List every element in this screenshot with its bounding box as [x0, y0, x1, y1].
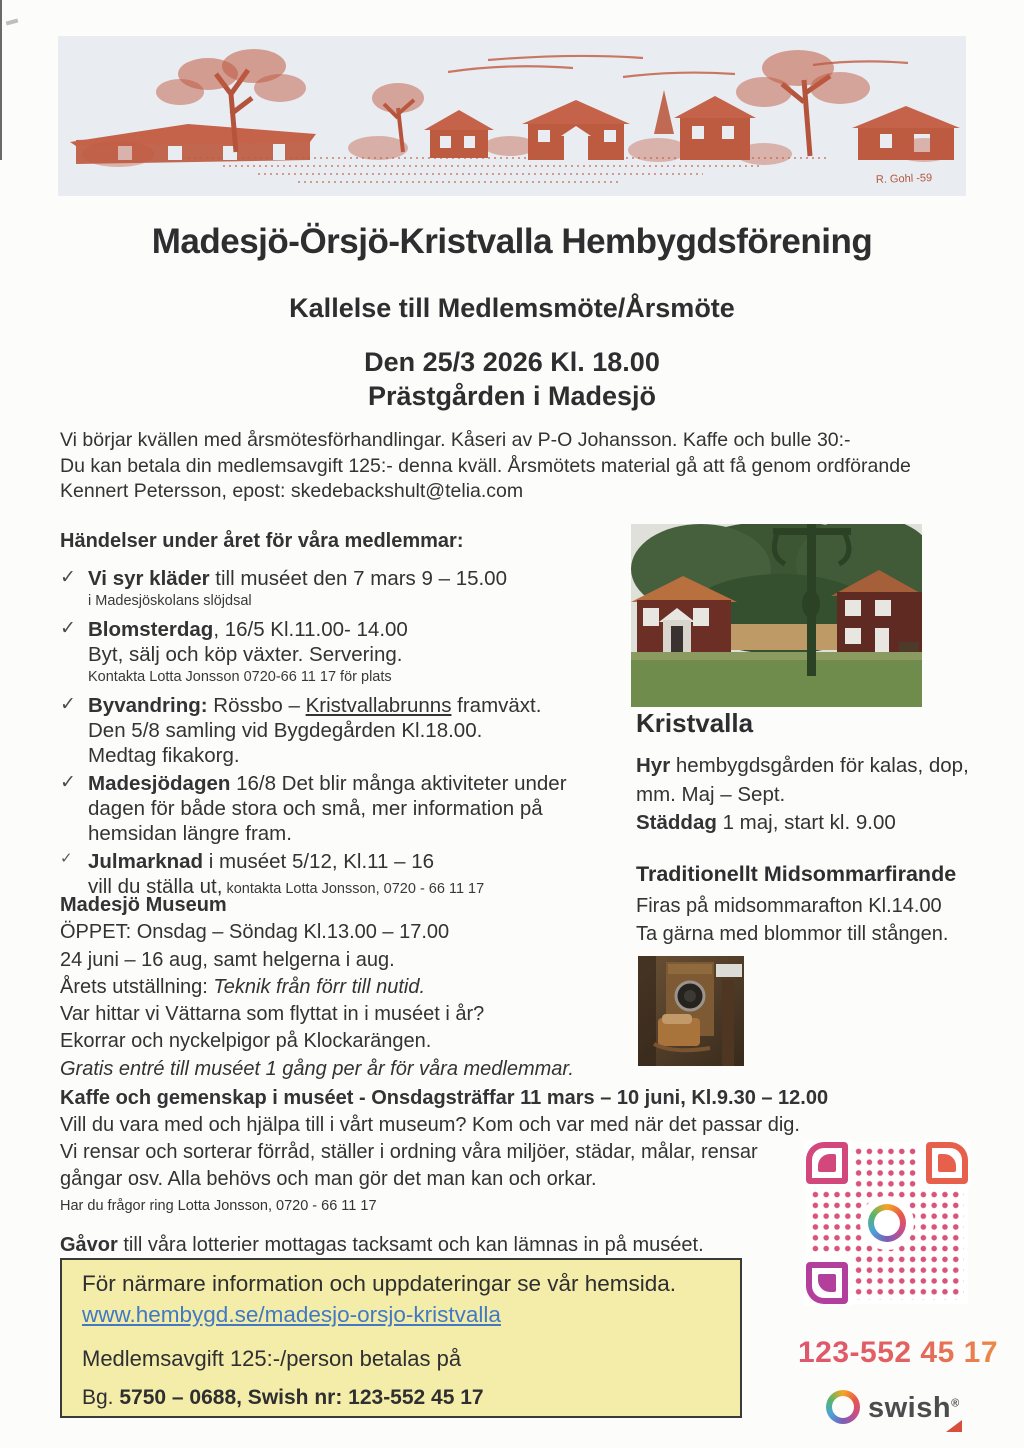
- gifts-bold: Gåvor: [60, 1234, 118, 1256]
- intro-paragraph: [60, 428, 975, 505]
- event-subtext: i Madesjöskolans slöjdsal: [88, 593, 252, 609]
- event-text: Rössbo –: [207, 694, 306, 717]
- list-item: [60, 566, 612, 614]
- maypole-photo-graphic: [631, 524, 922, 707]
- coffee-line-1: Vill du vara med och hjälpa till i vårt museum? Kom och var med när det passar dig.: [60, 1114, 800, 1136]
- red-triangle-mark: [946, 1420, 962, 1432]
- museum-section: [60, 892, 620, 1083]
- list-item: [60, 771, 612, 846]
- info-box: [60, 1258, 742, 1418]
- kristvalla-section: [636, 752, 976, 838]
- kristvalla-hyr-line: [636, 752, 976, 781]
- artist-signature: R. Gohl -59: [875, 172, 933, 186]
- qr-corner-marker-bottom-left: [806, 1262, 848, 1304]
- scan-edge-artifact: [0, 0, 2, 160]
- museum-vattarna-line: Var hittar vi Vättarna som flyttat in i muséet i år?: [60, 1003, 485, 1026]
- midsommar-line-1: Firas på midsommarafton Kl.14.00: [636, 895, 942, 917]
- swish-number: 123-552 45 17: [798, 1336, 999, 1369]
- list-item: [60, 617, 612, 690]
- membership-fee-line: Medlemsavgift 125:-/person betalas på: [82, 1346, 462, 1371]
- staddag-bold: Städdag: [636, 811, 717, 834]
- village-drawing: [58, 36, 966, 196]
- staddag-text: 1 maj, start kl. 9.00: [716, 811, 896, 834]
- village-illustration-banner: [58, 36, 966, 196]
- event-underlined-text: Kristvallabrunns: [305, 694, 452, 717]
- event-text-line2: Byt, sälj och köp växter. Servering.: [88, 643, 403, 666]
- coffee-line-2: Vi rensar och sorterar förråd, ställer i ordning våra miljöer, städar, målar, rensar: [60, 1141, 758, 1163]
- camera-photo-graphic: [638, 956, 744, 1066]
- swish-logo-icon: [826, 1390, 860, 1424]
- events-list: [60, 566, 612, 902]
- page-title: Madesjö-Örsjö-Kristvalla Hembygdsförening: [151, 222, 873, 261]
- meeting-subtitle: Kallelse till Medlemsmöte/Årsmöte: [289, 293, 735, 323]
- event-text: framväxt.: [451, 694, 542, 717]
- kristvalla-months-line: mm. Maj – Sept.: [636, 782, 786, 806]
- museum-dates: 24 juni – 16 aug, samt helgerna i aug.: [60, 948, 395, 971]
- registered-symbol: ®: [951, 1397, 960, 1410]
- intro-line-1: Vi börjar kvällen med årsmötesförhandlingar. Kåseri av P-O Johansson. Kaffe och bulle 30:-: [60, 429, 851, 451]
- qr-corner-marker-top-right: [926, 1142, 968, 1184]
- qr-corner-marker-top-left: [806, 1142, 848, 1184]
- kristvalla-staddag-line: [636, 809, 976, 838]
- midsommar-section: [636, 892, 976, 948]
- gifts-line: [60, 1234, 704, 1257]
- event-title: Madesjödagen: [88, 772, 231, 795]
- intro-line-3: Kennert Petersson, epost: skedebackshult@telia.com: [60, 480, 524, 502]
- swish-wordmark-text: swish: [868, 1392, 952, 1424]
- event-title: Blomsterdag: [88, 618, 214, 641]
- events-heading: Händelser under året för våra medlemmar:: [60, 530, 464, 552]
- hembygdsgarden-photo: [631, 524, 922, 707]
- museum-open-hours: ÖPPET: Onsdag – Söndag Kl.13.00 – 17.00: [60, 921, 450, 944]
- homepage-link[interactable]: www.hembygd.se/madesjo-orsjo-kristvalla: [82, 1302, 501, 1327]
- museum-exhibit-line: [60, 974, 620, 1001]
- bankgiro-swish-numbers: 5750 – 0688, Swish nr: 123-552 45 17: [119, 1386, 484, 1409]
- museum-free-entry-line: Gratis entré till muséet 1 gång per år för våra medlemmar.: [60, 1057, 574, 1080]
- hyr-text: hembygdsgården för kalas, dop,: [670, 754, 969, 777]
- event-subtext: Kontakta Lotta Jonsson 0720-66 11 17 för plats: [88, 669, 392, 685]
- meeting-date: Den 25/3 2026 Kl. 18.00: [364, 347, 660, 377]
- event-subtext: kontakta Lotta Jonsson, 0720 - 66 11 17: [222, 881, 485, 897]
- event-title: Byvandring:: [88, 694, 208, 717]
- event-text: 16/8 Det blir många aktiviteter under dagen för både stora och små, mer information på hemsidan längre fram.: [88, 772, 567, 845]
- coffee-line-3: gångar osv. Alla behövs och man gör det man kan och orkar.: [60, 1168, 597, 1190]
- midsommar-heading: Traditionellt Midsommarfirande: [636, 862, 957, 886]
- check-icon: ✓: [60, 772, 76, 793]
- midsommar-line-2: Ta gärna med blommor till stången.: [636, 923, 949, 945]
- bankgiro-prefix: Bg.: [82, 1386, 120, 1409]
- swish-qr-code: [806, 1142, 968, 1304]
- kristvalla-heading: Kristvalla: [636, 708, 754, 738]
- event-text: till muséet den 7 mars 9 – 15.00: [209, 567, 507, 590]
- museum-heading: Madesjö Museum: [60, 894, 227, 916]
- event-title: Julmarknad: [88, 850, 204, 873]
- event-text: i muséet 5/12, Kl.11 – 16: [203, 850, 435, 873]
- coffee-contact-line: Har du frågor ring Lotta Jonsson, 0720 - 66 11 17: [60, 1198, 377, 1214]
- exhibit-title: Teknik från förr till nutid.: [213, 975, 425, 998]
- list-item: [60, 693, 612, 768]
- coffee-heading: Kaffe och gemenskap i muséet - Onsdagsträffar 11 mars – 10 juni, Kl.9.30 – 12.00: [60, 1087, 829, 1109]
- payment-line: [82, 1386, 740, 1410]
- check-icon: ✓: [60, 567, 76, 588]
- event-text-line2: Den 5/8 samling vid Bygdegården Kl.18.00.: [88, 719, 483, 742]
- check-icon: ✓: [60, 850, 73, 867]
- scan-smudge-artifact: [6, 19, 19, 26]
- check-icon: ✓: [60, 618, 76, 639]
- intro-line-2: Du kan betala din medlemsavgift 125:- denna kväll. Årsmötets material gå att få genom ordförande: [60, 454, 911, 477]
- infobox-line-1: För närmare information och uppdateringar se vår hemsida.: [82, 1271, 677, 1296]
- event-text-line3: Medtag fikakorg.: [88, 744, 240, 767]
- gifts-text: till våra lotterier mottagas tacksamt och kan lämnas in på muséet.: [117, 1234, 704, 1256]
- event-text: , 16/5 Kl.11.00- 14.00: [213, 618, 408, 641]
- exhibit-label: Årets utställning:: [60, 975, 214, 998]
- coffee-section: [60, 1085, 895, 1216]
- check-icon: ✓: [60, 694, 76, 715]
- event-title: Vi syr kläder: [88, 567, 210, 590]
- antique-camera-photo: [638, 956, 744, 1066]
- museum-ekorrar-line: Ekorrar och nyckelpigor på Klockarängen.: [60, 1030, 432, 1053]
- hyr-bold: Hyr: [636, 754, 671, 777]
- meeting-place: Prästgården i Madesjö: [367, 381, 657, 411]
- event-text-line2: vill du ställa ut,: [88, 875, 223, 898]
- swish-swirl-center: [874, 1210, 900, 1236]
